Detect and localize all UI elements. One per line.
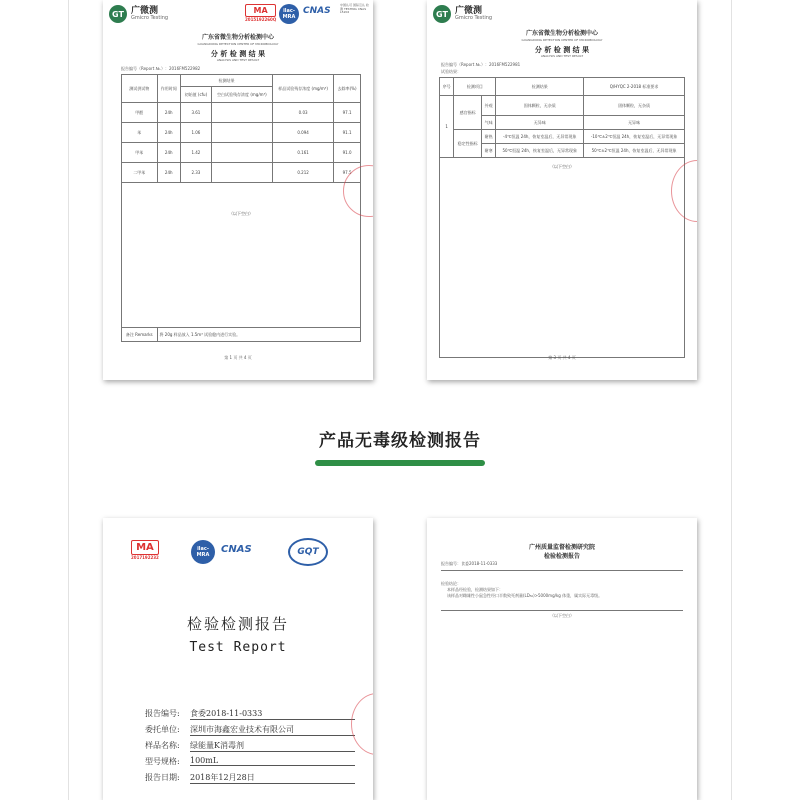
left-divider-line	[68, 0, 69, 800]
remark-text: 将 20g 样品放入 1.5m³ 试验舱内进行实验。	[157, 328, 361, 342]
cma-cert-mark: MA 2015192260Q	[245, 6, 277, 22]
doc-title-en: ANALYSIS AND TEST RESULT	[216, 58, 260, 62]
section-title: 产品无毒级检测报告	[319, 431, 481, 451]
cover-title-en: Test Report	[189, 640, 287, 655]
field-model: 型号规格: 100mL	[145, 756, 180, 767]
page-number: 第 1 页 共 4 页	[224, 355, 252, 360]
report-number: 报告编号（Report №.）：2016FM522981	[441, 62, 521, 67]
gmicro-logo	[109, 5, 168, 23]
doc-title: 检验检测报告	[543, 553, 580, 560]
table-row: 1 感官指标 外观 固体颗粒，无杂质 固体颗粒，无杂质	[440, 96, 685, 116]
cnas-small-text: 中国认可 国际互认 检测 TESTING CNAS L5202	[340, 3, 369, 15]
conclusion-line-1: 本样品经检验，检测结果如下：	[447, 587, 503, 592]
logo-name-en: Gmicro Testing	[455, 15, 493, 21]
result-table: 序号 检测项目 检测结果 Q/HYQC 2-2018 标准要求 1 感官指标 外观 固体颗粒，无杂质 固体颗粒，无杂质 气味 无异味 无异味 稳定性指标 耐热 -4℃恒温 24h，恢复室温后，无异常现象 -10℃±2℃恒温 24h，恢复室温后，无异常现象 耐寒 50℃恒温 24h，恢复室温后，无异常现象 50℃±2℃恒温 24h，恢复室温后，无异常现象 （以下空白）	[439, 77, 685, 358]
logo-name-cn: 广微测	[131, 6, 159, 16]
gqt-cert-mark: GQT	[288, 538, 328, 566]
report-page-3	[427, 0, 697, 380]
gmicro-logo	[433, 5, 492, 23]
conclusion-label: 检验结论：	[441, 581, 461, 586]
cover-title-cn: 检验检测报告	[186, 615, 289, 633]
cma-cert-mark: MA 2017192232	[131, 542, 159, 560]
org-name-en: GUANGDONG DETECTION CENTER OF MICROBIOLOGY	[521, 38, 603, 42]
blank-note: （以下空白）	[550, 613, 574, 618]
table-row: 稳定性指标 耐热 -4℃恒温 24h，恢复室温后，无异常现象 -10℃±2℃恒温 24h，恢复室温后，无异常现象	[440, 130, 685, 144]
toxicity-report-page	[427, 518, 697, 800]
table-row: 耐寒 50℃恒温 24h，恢复室温后，无异常现象 50℃±2℃恒温 24h，恢复室温后，无异常现象	[440, 144, 685, 158]
table-row: 气味 无异味 无异味	[440, 116, 685, 130]
org-name-en: GUANGDONG DETECTION CENTER OF MICROBIOLOGY	[197, 42, 279, 46]
result-table: 测试供试物 作用时间 检测结果 样品试验残存浓度 (mg/m³) 去除率(%) 初始值 (cfu) 空白试验残存浓度 (mg/m³) 甲醛 24h 3.61 0.03 97.1 苯 24h 1.06 0.094 91.1 甲苯 24h 1.42 0.161 91.0 二甲苯 24h 2.33 0.212 97.5 （以下空白） 备注 Remarks 将 20g 样品放入 1.5m³ 试验舱内进行实验。	[121, 74, 361, 342]
gmicro-logo-icon: GT	[433, 5, 451, 23]
content-rule	[441, 610, 683, 611]
right-divider-line	[731, 0, 732, 800]
table-row: 甲苯 24h 1.42 0.161 91.0	[122, 143, 361, 163]
doc-title: 分 析 检 测 结 果	[534, 46, 590, 54]
report-number: 报告编号：食委2018-11-0333	[441, 561, 498, 566]
field-client: 委托单位: 深圳市海鑫宏业技术有限公司	[145, 724, 180, 735]
field-report-no: 报告编号: 食委2018-11-0333	[145, 708, 180, 719]
ilac-cert-mark: ilac-MRA	[279, 4, 299, 24]
title-underline-bar	[315, 460, 485, 466]
table-row: 二甲苯 24h 2.33 0.212 97.5	[122, 163, 361, 183]
cnas-cert-mark: CNAS	[221, 544, 252, 555]
blank-note: （以下空白）	[122, 183, 361, 328]
report-number: 报告编号（Report №.）：2016FM522982	[121, 66, 201, 71]
org-name: 广州质量监督检测研究院	[528, 544, 595, 551]
table-row: 苯 24h 1.06 0.094 91.1	[122, 123, 361, 143]
gmicro-logo-icon: GT	[109, 5, 127, 23]
cnas-cert-mark: CNAS	[303, 6, 331, 16]
table-row: 甲醛 24h 3.61 0.03 97.1	[122, 103, 361, 123]
ilac-cert-mark: ilac-MRA	[191, 540, 215, 564]
org-name: 广东省微生物分析检测中心	[525, 30, 598, 37]
test-report-cover	[103, 518, 373, 800]
page-number: 第 3 页 共 4 页	[548, 355, 576, 360]
doc-title-en: ANALYSIS AND TEST RESULT	[540, 54, 584, 58]
test-result-label: 试验结果：	[441, 69, 461, 74]
org-name: 广东省微生物分析检测中心	[201, 34, 274, 41]
field-sample-name: 样品名称: 绿能量K消毒剂	[145, 740, 180, 751]
logo-name-cn: 广微测	[455, 6, 483, 16]
logo-name-en: Gmicro Testing	[131, 15, 169, 21]
header-rule	[441, 570, 683, 571]
remark-label: 备注 Remarks	[122, 328, 158, 342]
blank-note: （以下空白）	[440, 158, 685, 358]
doc-title: 分 析 检 测 结 果	[210, 50, 266, 58]
field-report-date: 报告日期: 2018年12月28日	[145, 772, 180, 783]
report-page-1	[103, 0, 373, 380]
conclusion-line-2: 该样品对雌雄性小鼠急性经口半数致死剂量(LD₅₀)>5000mg/kg 体重，属实际无毒级。	[447, 593, 603, 598]
